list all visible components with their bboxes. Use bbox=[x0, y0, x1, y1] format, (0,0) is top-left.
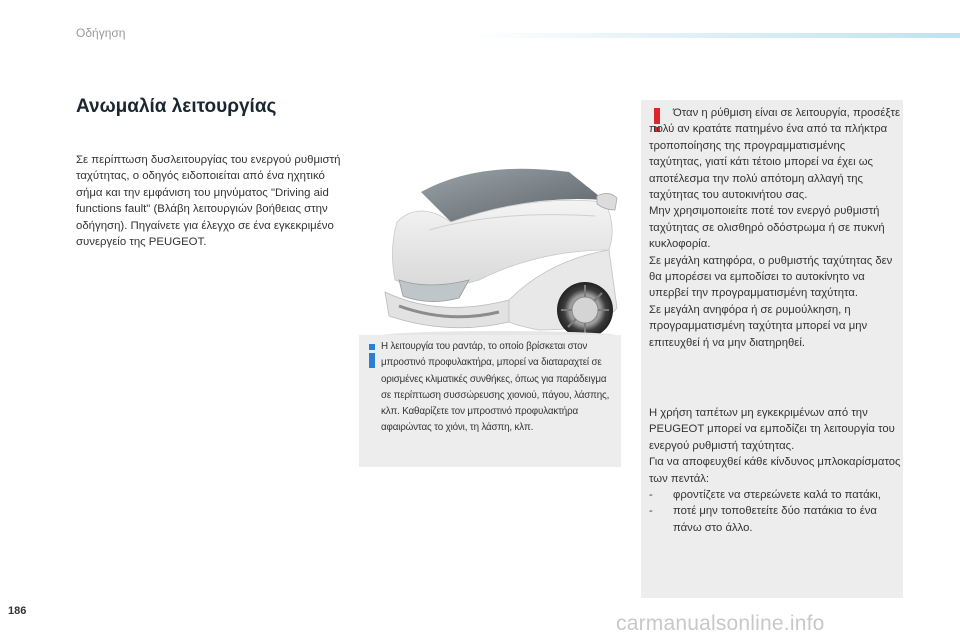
warning-box bbox=[641, 100, 903, 598]
info-note-box bbox=[359, 335, 621, 467]
warning-paragraph: Μην χρησιμοποιείτε ποτέ τον ενεργό ρυθμιστή ταχύτητας σε ολισθηρό οδόστρωμα ή σε πυκνή κυκλοφορία. bbox=[649, 205, 885, 251]
section-label: Οδήγηση bbox=[76, 26, 126, 40]
warning-paragraph: Σε μεγάλη ανηφόρα ή σε ρυμούλκηση, η προγραμματισμένη ταχύτητα μπορεί να μην επιτευχθεί ή να μην διατηρηθεί. bbox=[649, 303, 868, 349]
page-title: Ανωμαλία λειτουργίας bbox=[76, 96, 277, 117]
warning-paragraph: Για να αποφευχθεί κάθε κίνδυνος μπλοκαρίσματος των πεντάλ: bbox=[649, 456, 901, 485]
intro-paragraph: Σε περίπτωση δυσλειτουργίας του ενεργού ρυθμιστή ταχύτητας, ο οδηγός ειδοποιείται από ένα ηχητικό σήμα και την εμφάνιση του μηνύματος "Driving aid functions fault" (Βλάβη λειτουργιών βοήθειας στην οδήγηση). Πηγαίνετε για έλεγχο σε ένα εγκεκριμένο συνεργείο της PEUGEOT. bbox=[76, 154, 341, 249]
info-note-text: Η λειτουργία του ραντάρ, το οποίο βρίσκεται στον μπροστινό προφυλακτήρα, μπορεί να διαταραχτεί σε ορισμένες κλιματικές συνθήκες, όπως για παράδειγμα σε περίπτωση συσσώρευσης χιονιού, πάγου, λάσπης, κλπ. Καθαρίζετε τον μπροστινό προφυλακτήρα αφαιρώντας το χιόνι, τη λάσπη, κλπ. bbox=[381, 341, 610, 434]
warning-paragraph: Η χρήση ταπέτων μη εγκεκριμένων από την PEUGEOT μπορεί να εμποδίζει τη λειτουργία του ενεργού ρυθμιστή ταχύτητας. bbox=[649, 407, 895, 452]
list-dash: - bbox=[649, 505, 653, 518]
page-number: 186 bbox=[8, 605, 27, 617]
header-decoration-bar bbox=[470, 33, 960, 38]
info-icon bbox=[368, 344, 377, 368]
warning-paragraph: Σε μεγάλη κατηφόρα, ο ρυθμιστής ταχύτητας δεν θα μπορέσει να εμποδίσει το αυτοκίνητο να υπερβεί την προγραμματισμένη ταχύτητα. bbox=[649, 254, 893, 300]
watermark: carmanualsonline.info bbox=[616, 612, 825, 635]
list-item-text: ποτέ μην τοποθετείτε δύο πατάκια το ένα πάνω στο άλλο. bbox=[673, 505, 877, 534]
list-item bbox=[649, 487, 901, 503]
warning-text-block-2 bbox=[649, 405, 901, 536]
list-item-text: φροντίζετε να στερεώνετε καλά το πατάκι, bbox=[673, 489, 881, 502]
pedal-safety-list bbox=[649, 487, 901, 536]
warning-paragraph: Όταν η ρύθμιση είναι σε λειτουργία, προσέξτε πολύ αν κρατάτε πατημένο ένα από τα πλήκτρα τροποποίησης της προγραμματισμένης ταχύτητας, γιατί κάτι τέτοιο μπορεί να έχει ως αποτέλεσμα την πολύ απότομη αλλαγή της ταχύτητας του αυτοκινήτου σας. bbox=[649, 107, 901, 202]
warning-text-block-1 bbox=[649, 105, 901, 351]
list-item bbox=[649, 503, 901, 536]
list-dash: - bbox=[649, 489, 653, 502]
car-front-illustration bbox=[359, 130, 621, 340]
